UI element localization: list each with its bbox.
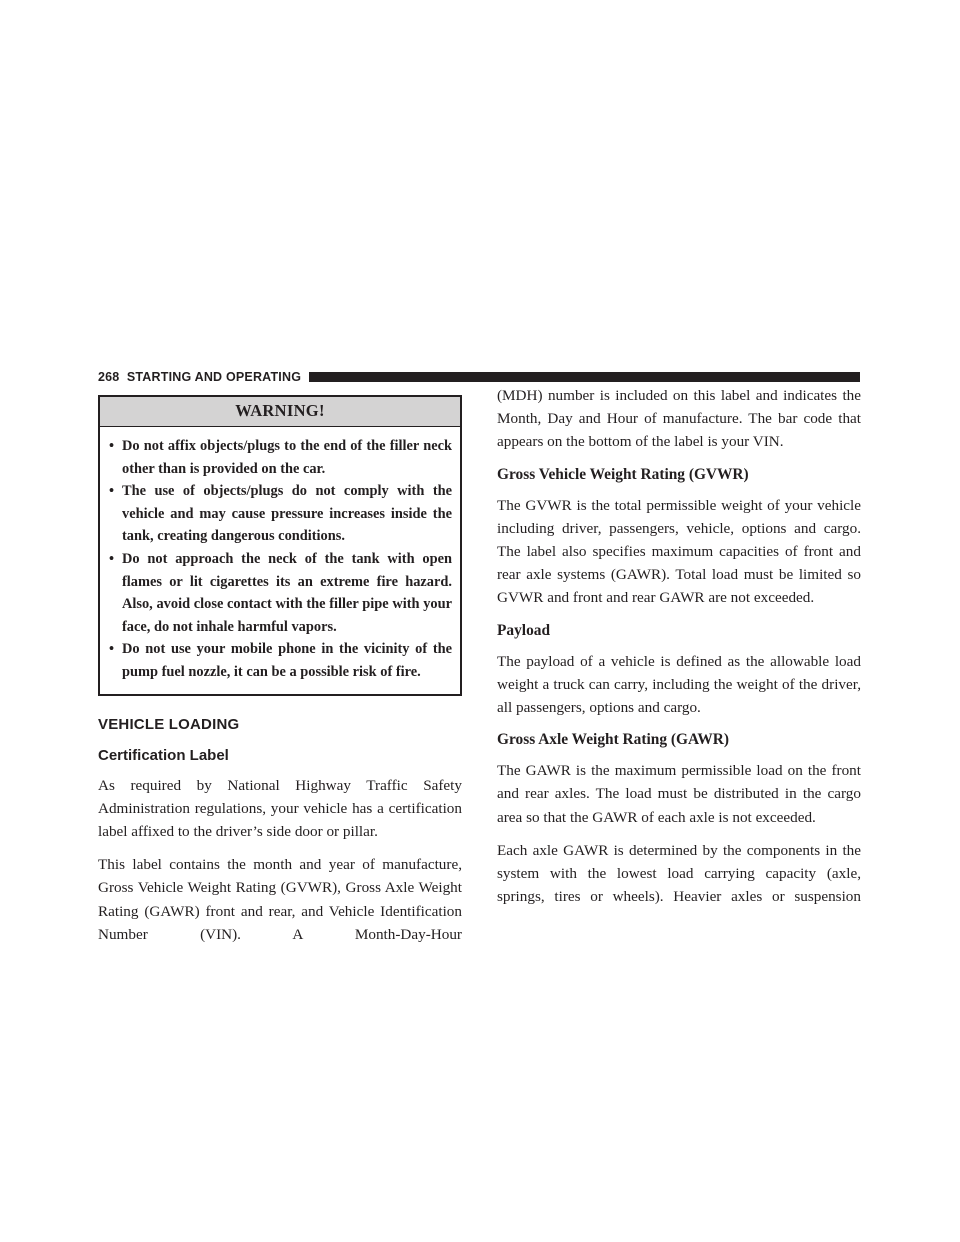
gawr-paragraph-1: The GAWR is the maximum permissible load on the front and rear axles. The load must be distributed in the cargo area so that the GAWR of each axle is not exceeded. bbox=[497, 762, 861, 826]
warning-item-text: Do not use your mobile phone in the vicinity of the pump fuel nozzle, it can be a possible risk of fire. bbox=[122, 641, 452, 680]
gvwr-paragraph: The GVWR is the total permissible weight of your vehicle including driver, passengers, vehicle, options and cargo. The label also specifies maximum capacities of front and rear axle systems (GAWR). Total load must be limited so GVWR and front and rear GAWR are not exceeded. bbox=[497, 496, 861, 607]
right-column bbox=[497, 384, 861, 908]
bullet-icon: • bbox=[109, 483, 115, 500]
warning-item bbox=[108, 548, 452, 638]
page-header-text bbox=[98, 370, 301, 384]
warning-list bbox=[100, 427, 460, 694]
warning-title: WARNING! bbox=[100, 397, 460, 427]
header-rule bbox=[309, 372, 860, 382]
gvwr-heading: Gross Vehicle Weight Rating (GVWR) bbox=[497, 465, 749, 483]
warning-item-text: The use of objects/plugs do not comply with the vehicle and may cause pressure increases inside the tank, creating dangerous conditions. bbox=[122, 483, 452, 545]
page-number: 268 bbox=[98, 370, 120, 384]
warning-item-text: Do not approach the neck of the tank with open flames or lit cigarettes its an extreme fire hazard. Also, avoid close contact with the filler pipe with your face, do not inhale harmful vapors. bbox=[122, 550, 452, 635]
bullet-icon: • bbox=[109, 550, 115, 567]
warning-item-text: Do not affix objects/plugs to the end of the filler neck other than is provided on the car. bbox=[122, 438, 452, 477]
warning-item bbox=[108, 435, 452, 480]
section-title: STARTING AND OPERATING bbox=[126, 370, 302, 384]
vehicle-loading-heading: VEHICLE LOADING bbox=[98, 715, 240, 733]
payload-heading: Payload bbox=[497, 621, 551, 639]
gawr-paragraph-2: Each axle GAWR is determined by the components in the system with the lowest load carrying capacity (axle, springs, tires or wheels). Heavier axles or suspension bbox=[497, 841, 861, 906]
certification-paragraph-2-continued: (MDH) number is included on this label and indicates the Month, Day and Hour of manufacture. The bar code that appears on the bottom of the label is your VIN. bbox=[497, 387, 861, 451]
bullet-icon: • bbox=[109, 438, 115, 454]
certification-label-heading: Certification Label bbox=[98, 746, 229, 764]
gawr-heading: Gross Axle Weight Rating (GAWR) bbox=[497, 731, 730, 749]
left-column bbox=[98, 395, 462, 946]
payload-paragraph: The payload of a vehicle is defined as the allowable load weight a truck can carry, including the weight of the driver, all passengers, options and cargo. bbox=[497, 652, 861, 717]
certification-paragraph-1: As required by National Highway Traffic Safety Administration regulations, your vehicle has a certification label affixed to the driver’s side door or pillar. bbox=[98, 776, 462, 840]
bullet-icon: • bbox=[109, 641, 115, 658]
certification-paragraph-2: This label contains the month and year of manufacture, Gross Vehicle Weight Rating (GVWR), Gross Axle Weight Rating (GAWR) front and rear, and Vehicle Identification Number (VIN). A Month-Day-Hour bbox=[98, 856, 462, 943]
warning-item bbox=[108, 480, 452, 548]
warning-box bbox=[98, 395, 462, 696]
warning-item bbox=[108, 638, 452, 683]
